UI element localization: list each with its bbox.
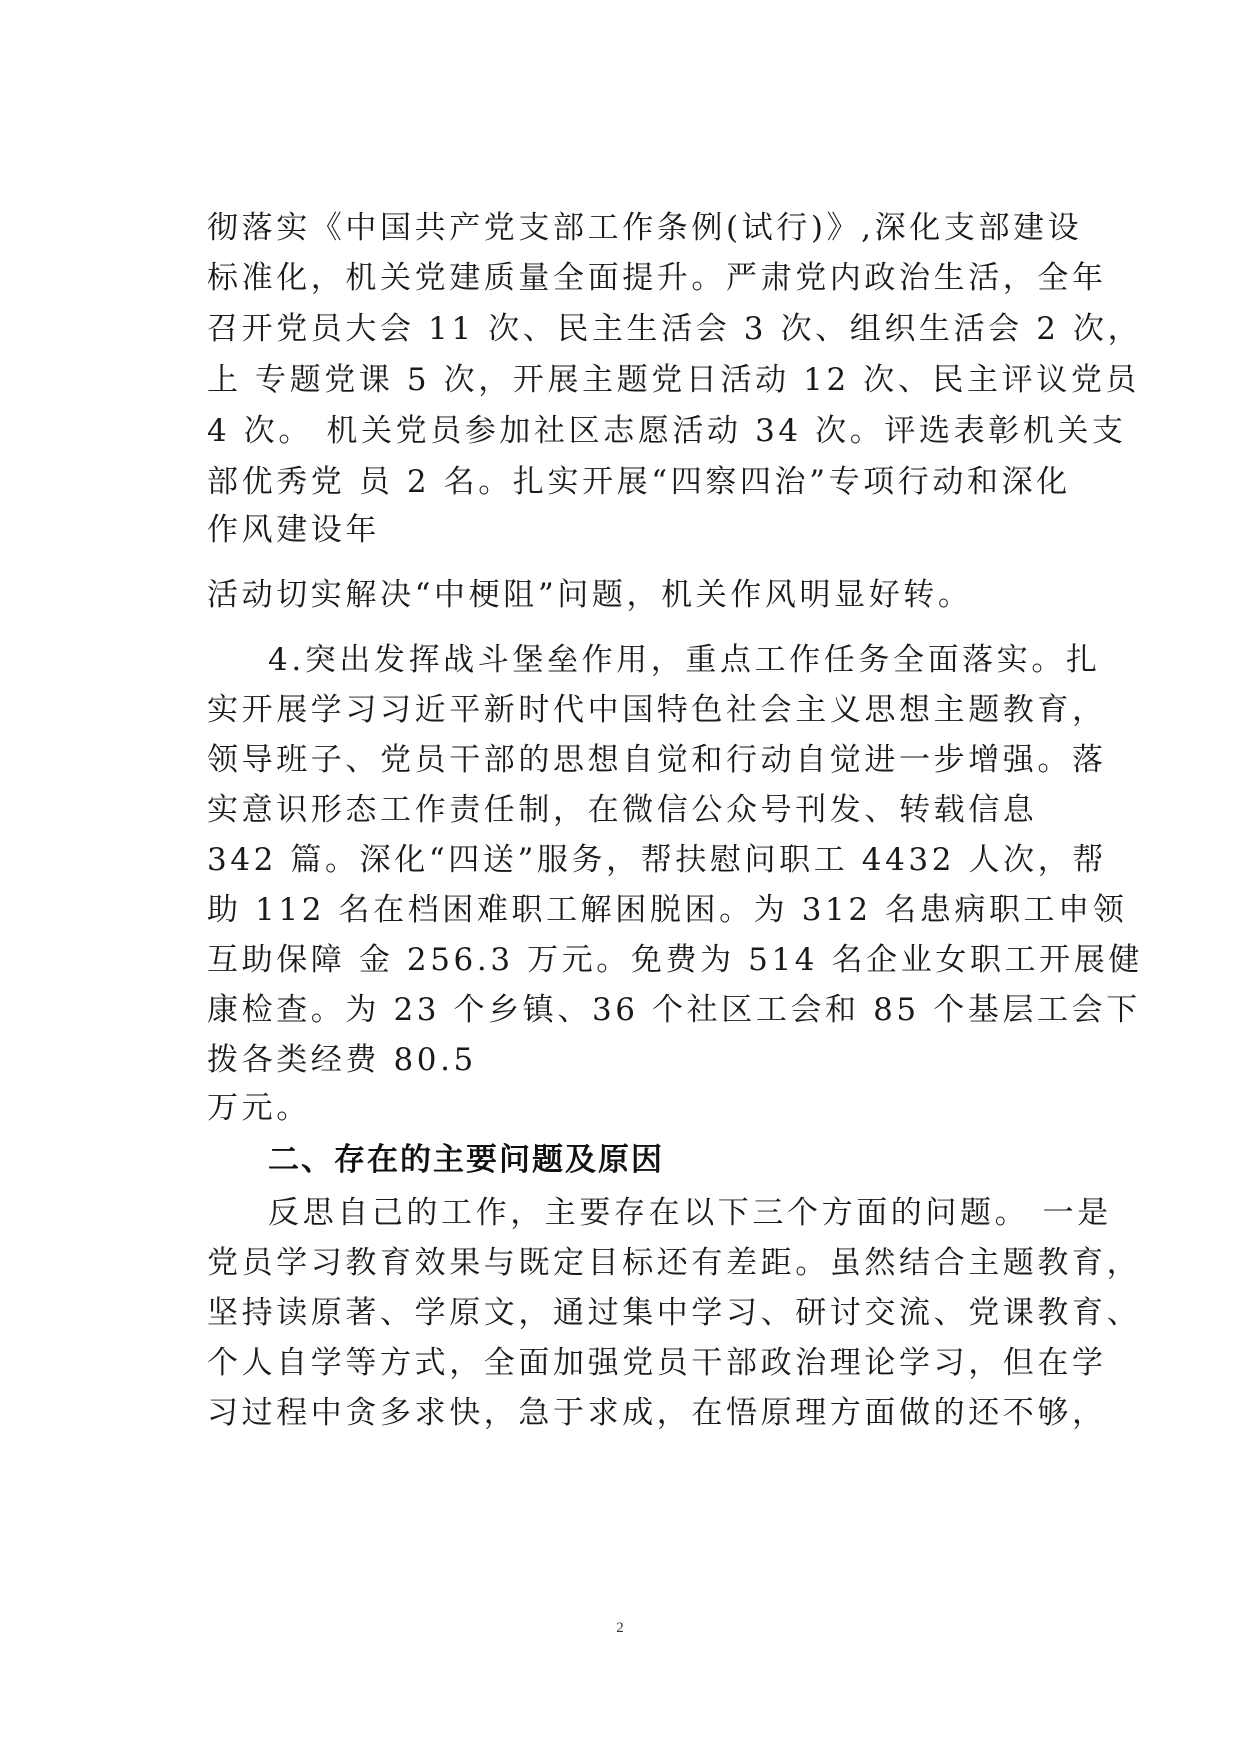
body-text-line: 习过程中贪多求快，急于求成，在悟原理方面做的还不够， [207, 1395, 1107, 1431]
body-text-line: 342 篇。深化“四送”服务，帮扶慰问职工 4432 人次，帮 [207, 842, 1107, 878]
section-heading: 二、存在的主要问题及原因 [268, 1142, 664, 1178]
body-text-line: 4 次。 机关党员参加社区志愿活动 34 次。评选表彰机关支 [207, 413, 1127, 449]
body-text-line: 坚持读原著、学原文，通过集中学习、研讨交流、党课教育、 [207, 1295, 1142, 1331]
body-text-line: 上 专题党课 5 次，开展主题党日活动 12 次、民主评议党员 [207, 362, 1141, 398]
body-text-line: 实意识形态工作责任制，在微信公众号刊发、转载信息 [207, 792, 1038, 828]
body-text-line: 互助保障 金 256.3 万元。免费为 514 名企业女职工开展健 [207, 942, 1143, 978]
body-text-line: 彻落实《中国共产党支部工作条例(试行)》,深化支部建设 [207, 210, 1083, 246]
body-text-line: 万元。 [207, 1090, 311, 1126]
body-text-line: 拨各类经费 80.5 [207, 1042, 477, 1078]
body-text-line: 部优秀党 员 2 名。扎实开展“四察四治”专项行动和深化 [207, 464, 1071, 500]
body-text-line: 反思自己的工作，主要存在以下三个方面的问题。 一是 [268, 1195, 1112, 1231]
body-text-line: 活动切实解决“中梗阻”问题，机关作风明显好转。 [207, 577, 973, 613]
body-text-line: 康检查。为 23 个乡镇、36 个社区工会和 85 个基层工会下 [207, 992, 1141, 1028]
page-number: 2 [616, 1620, 624, 1636]
body-text-line: 助 112 名在档困难职工解困脱困。为 312 名患病职工申领 [207, 892, 1128, 928]
body-text-line: 作风建设年 [207, 512, 380, 548]
body-text-line: 标准化，机关党建质量全面提升。严肃党内政治生活，全年 [207, 260, 1107, 296]
body-text-line: 召开党员大会 11 次、民主生活会 3 次、组织生活会 2 次， [207, 311, 1143, 347]
body-text-line: 领导班子、党员干部的思想自觉和行动自觉进一步增强。落 [207, 742, 1107, 778]
body-text-line: 4.突出发挥战斗堡垒作用，重点工作任务全面落实。扎 [268, 642, 1101, 678]
body-text-line: 个人自学等方式，全面加强党员干部政治理论学习，但在学 [207, 1345, 1107, 1381]
body-text-line: 党员学习教育效果与既定目标还有差距。虽然结合主题教育， [207, 1245, 1142, 1281]
body-text-line: 实开展学习习近平新时代中国特色社会主义思想主题教育， [207, 692, 1107, 728]
